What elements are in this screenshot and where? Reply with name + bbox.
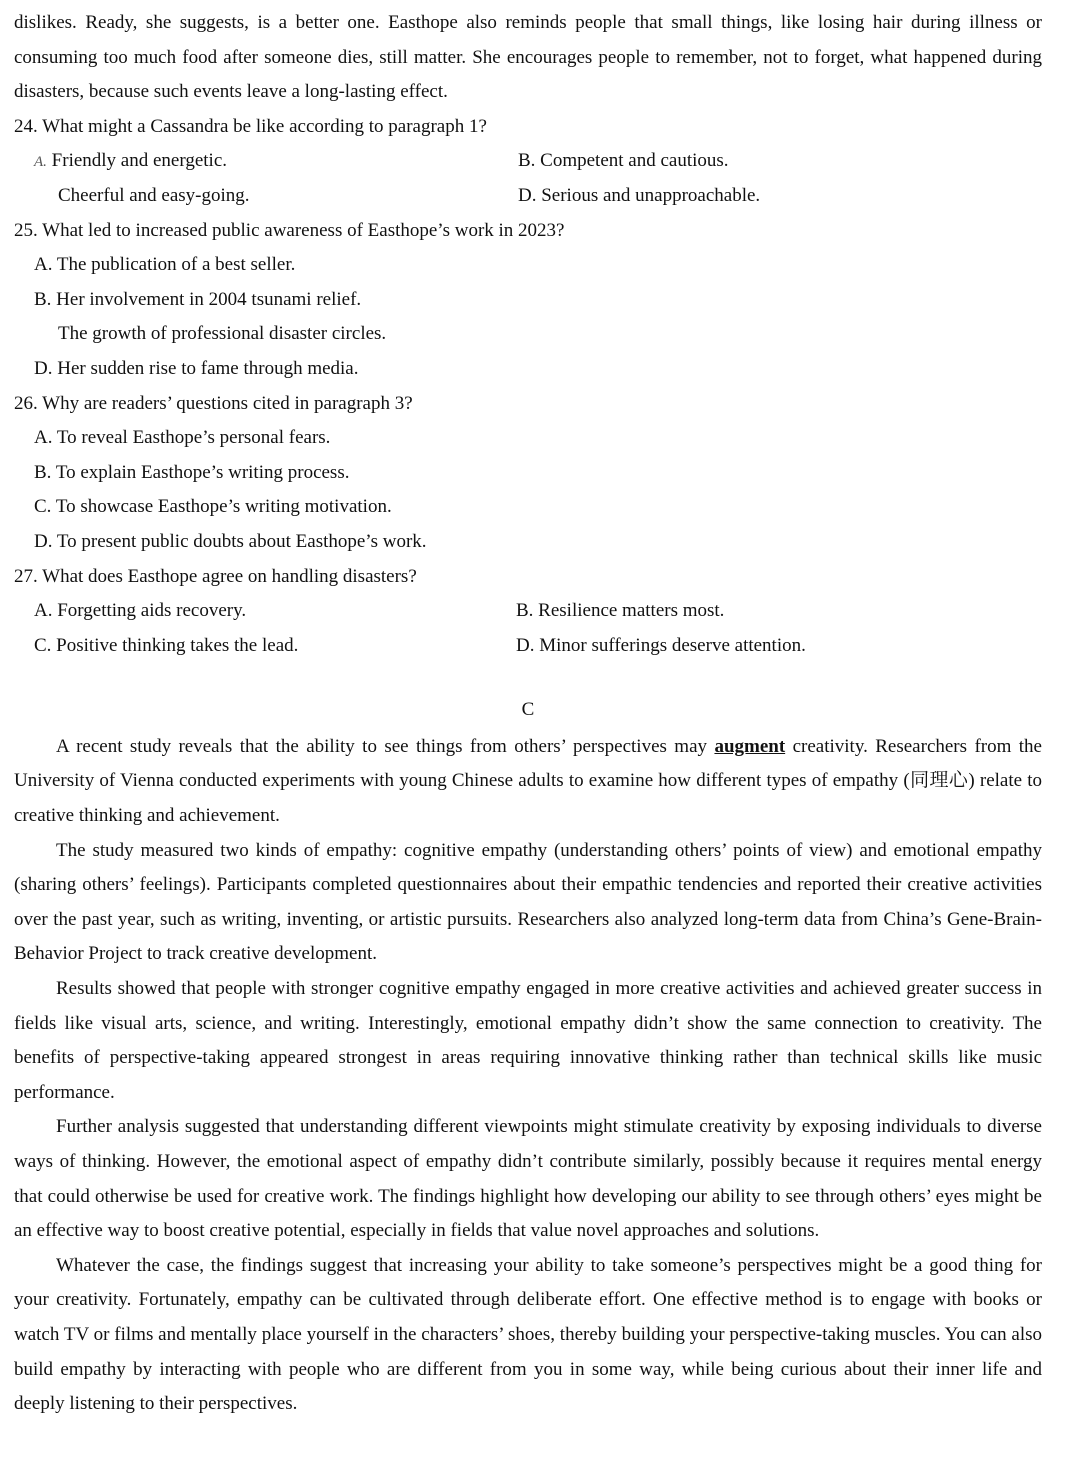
question-25-option-d-row bbox=[14, 352, 1042, 387]
section-c-paragraph-3: Results showed that people with stronger cognitive empathy engaged in more creative activities and achieved greater success in fields like visual arts, science, and writing. Interestingly, emotional empathy didn’t show the same connection to creativity. The benefits of perspective-taking appeared strongest in areas requiring innovative thinking rather than technical skills like music performance. bbox=[14, 978, 1042, 1103]
question-24-option-c: Cheerful and easy-going. bbox=[58, 184, 250, 206]
question-25-option-a-row bbox=[14, 248, 1042, 283]
section-c-paragraph-1: A recent study reveals that the ability to see things from others’ perspectives may augment creativity. Researchers from the University of Vienna conducted experiments with young Chinese adults to examine how different types of empathy (同理心) relate to creative thinking and achievement. bbox=[14, 735, 1042, 827]
question-26-stem: 26. Why are readers’ questions cited in paragraph 3? bbox=[14, 392, 413, 414]
question-26-option-a: A. To reveal Easthope’s personal fears. bbox=[34, 427, 331, 449]
question-27-options-row1 bbox=[14, 594, 1042, 629]
question-27-option-c: C. Positive thinking takes the lead. bbox=[34, 634, 299, 656]
question-24-stem: 24. What might a Cassandra be like according to paragraph 1? bbox=[14, 115, 487, 137]
question-26-option-c-row bbox=[14, 490, 1042, 525]
question-25-option-b: B. Her involvement in 2004 tsunami relief. bbox=[34, 288, 362, 310]
question-26-option-b: B. To explain Easthope’s writing process. bbox=[34, 461, 350, 483]
question-27-option-b: B. Resilience matters most. bbox=[516, 600, 725, 622]
question-26-option-d: D. To present public doubts about Easthope’s work. bbox=[34, 530, 427, 552]
question-27-option-d: D. Minor sufferings deserve attention. bbox=[516, 634, 806, 656]
underlined-keyword: augment bbox=[714, 735, 786, 757]
question-25-option-b-row bbox=[14, 283, 1042, 318]
question-27-stem: 27. What does Easthope agree on handling disasters? bbox=[14, 565, 417, 587]
question-24-option-a: A. Friendly and energetic. bbox=[34, 150, 228, 172]
passage-b-tail: dislikes. Ready, she suggests, is a better one. Easthope also reminds people that small things, like losing hair during illness or consuming too much food after someone dies, still matter. She encourages people to remember, not to forget, what happened during disasters, because such events leave a long-lasting effect. bbox=[14, 12, 1042, 103]
question-26-option-a-row bbox=[14, 421, 1042, 456]
question-24-option-d: D. Serious and unapproachable. bbox=[518, 184, 761, 206]
question-25-option-c: The growth of professional disaster circles. bbox=[58, 323, 387, 345]
section-c-paragraph-2: The study measured two kinds of empathy: cognitive empathy (understanding others’ points of view) and emotional empathy (sharing others’ feelings). Participants completed questionnaires about their empathic tendencies and reported their creative activities over the past year, such as writing, inventing, or artistic pursuits. Researchers also analyzed long-term data from China’s Gene-Brain-Behavior Project to track creative development. bbox=[14, 839, 1042, 965]
question-26-option-c: C. To showcase Easthope’s writing motivation. bbox=[34, 496, 392, 518]
question-25-stem: 25. What led to increased public awareness of Easthope’s work in 2023? bbox=[14, 219, 565, 241]
question-27-option-a: A. Forgetting aids recovery. bbox=[34, 600, 247, 622]
question-26-option-b-row bbox=[14, 456, 1042, 491]
question-25-option-a: A. The publication of a best seller. bbox=[34, 254, 296, 276]
section-c-paragraph-4: Further analysis suggested that understanding different viewpoints might stimulate creativity by exposing individuals to diverse ways of thinking. However, the emotional aspect of empathy didn’t contribute similarly, possibly because it requires mental energy that could otherwise be used for creative work. The findings highlight how developing our ability to see through others’ eyes might be an effective way to boost creative potential, especially in fields that value novel approaches and solutions. bbox=[14, 1116, 1042, 1242]
section-c-paragraph-5: Whatever the case, the findings suggest that increasing your ability to take someone’s perspectives might be a good thing for your creativity. Fortunately, empathy can be cultivated through deliberate effort. One effective method is to engage with books or watch TV or films and mentally place yourself in the characters’ shoes, thereby building your perspective-taking muscles. You can also build empathy by interacting with people who are different from you in some way, while being curious about their inner life and deeply listening to their perspectives. bbox=[14, 1254, 1042, 1415]
question-24-options-row2 bbox=[14, 179, 1042, 214]
answer-mark: A. bbox=[34, 154, 47, 171]
exam-page bbox=[14, 6, 1042, 1422]
question-26-option-d-row bbox=[14, 525, 1042, 560]
question-24-option-b: B. Competent and cautious. bbox=[518, 150, 729, 172]
question-27-options-row2 bbox=[14, 629, 1042, 664]
question-25-option-d: D. Her sudden rise to fame through media. bbox=[34, 357, 359, 379]
section-c-heading: C bbox=[521, 699, 535, 721]
question-24-options-row1 bbox=[14, 144, 1042, 179]
question-25-option-c-row bbox=[14, 317, 1042, 352]
